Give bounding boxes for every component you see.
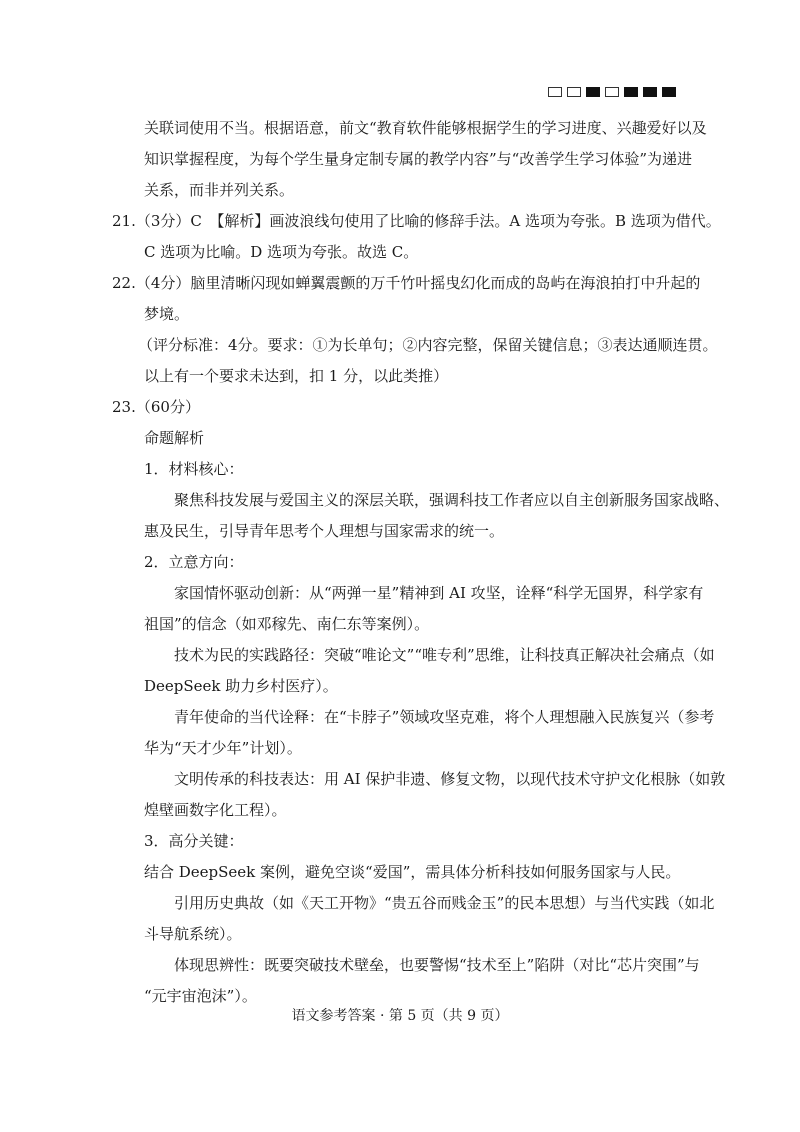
header-mark	[662, 87, 676, 97]
text-line: 关联词使用不当。根据语意，前文“教育软件能够根据学生的学习进度、兴趣爱好以及	[144, 119, 707, 137]
text-line: 青年使命的当代诠释：在“卡脖子”领域攻坚克难，将个人理想融入民族复兴（参考	[174, 708, 715, 726]
text-line: 惠及民生，引导青年思考个人理想与国家需求的统一。	[144, 522, 505, 540]
text-line: 体现思辨性：既要突破技术壁垒，也要警惕“技术至上”陷阱（对比“芯片突围”与	[174, 956, 700, 974]
header-mark	[548, 87, 562, 97]
text-line: 技术为民的实践路径：突破“唯论文”“唯专利”思维，让科技真正解决社会痛点（如	[174, 646, 715, 664]
text-line: 梦境。	[144, 305, 190, 323]
header-mark	[624, 87, 638, 97]
text-line: 结合 DeepSeek 案例，避免空谈“爱国”，需具体分析科技如何服务国家与人民。	[144, 863, 681, 881]
text-line: 3．高分关键：	[144, 832, 244, 850]
text-line: 21.（3分）C 【解析】画波浪线句使用了比喻的修辞手法。A 选项为夸张。B 选项为借代。	[112, 212, 721, 230]
text-line: DeepSeek 助力乡村医疗）。	[144, 677, 338, 695]
text-line: 煌壁画数字化工程）。	[144, 801, 287, 819]
page-footer: 语文参考答案 · 第 5 页（共 9 页）	[291, 1008, 509, 1024]
text-line: “元宇宙泡沫”）。	[144, 987, 257, 1005]
text-line: （评分标准：4分。要求：①为长单句；②内容完整，保留关键信息；③表达通顺连贯。	[138, 336, 718, 354]
text-line: 文明传承的科技表达：用 AI 保护非遗、修复文物，以现代技术守护文化根脉（如敦	[174, 770, 726, 788]
header-marks	[548, 87, 676, 97]
text-line: 22.（4分）脑里清晰闪现如蝉翼震颤的万千竹叶摇曳幻化而成的岛屿在海浪拍打中升起的	[112, 274, 701, 292]
header-mark	[605, 87, 619, 97]
header-mark	[567, 87, 581, 97]
text-line: 1．材料核心：	[144, 460, 244, 478]
text-line: 23.（60分）	[112, 398, 200, 416]
text-line: 斗导航系统）。	[144, 925, 242, 943]
text-line: 知识掌握程度，为每个学生量身定制专属的教学内容”与“改善学生学习体验”为递进	[144, 150, 693, 168]
text-line: 家国情怀驱动创新：从“两弹一星”精神到 AI 攻坚，诠释“科学无国界，科学家有	[174, 584, 704, 602]
text-line: 引用历史典故（如《天工开物》“贵五谷而贱金玉”的民本思想）与当代实践（如北	[174, 894, 715, 912]
text-line: 聚焦科技发展与爱国主义的深层关联，强调科技工作者应以自主创新服务国家战略、	[174, 491, 730, 509]
text-line: 华为“天才少年”计划）。	[144, 739, 302, 757]
text-line: 祖国”的信念（如邓稼先、南仁东等案例）。	[144, 615, 430, 633]
text-line: C 选项为比喻。D 选项为夸张。故选 C。	[144, 243, 419, 261]
text-line: 关系，而非并列关系。	[144, 181, 295, 199]
text-line: 命题解析	[144, 429, 205, 447]
header-mark	[643, 87, 657, 97]
text-line: 以上有一个要求未达到，扣 1 分，以此类推）	[144, 367, 449, 385]
header-mark	[586, 87, 600, 97]
text-line: 2．立意方向：	[144, 553, 244, 571]
